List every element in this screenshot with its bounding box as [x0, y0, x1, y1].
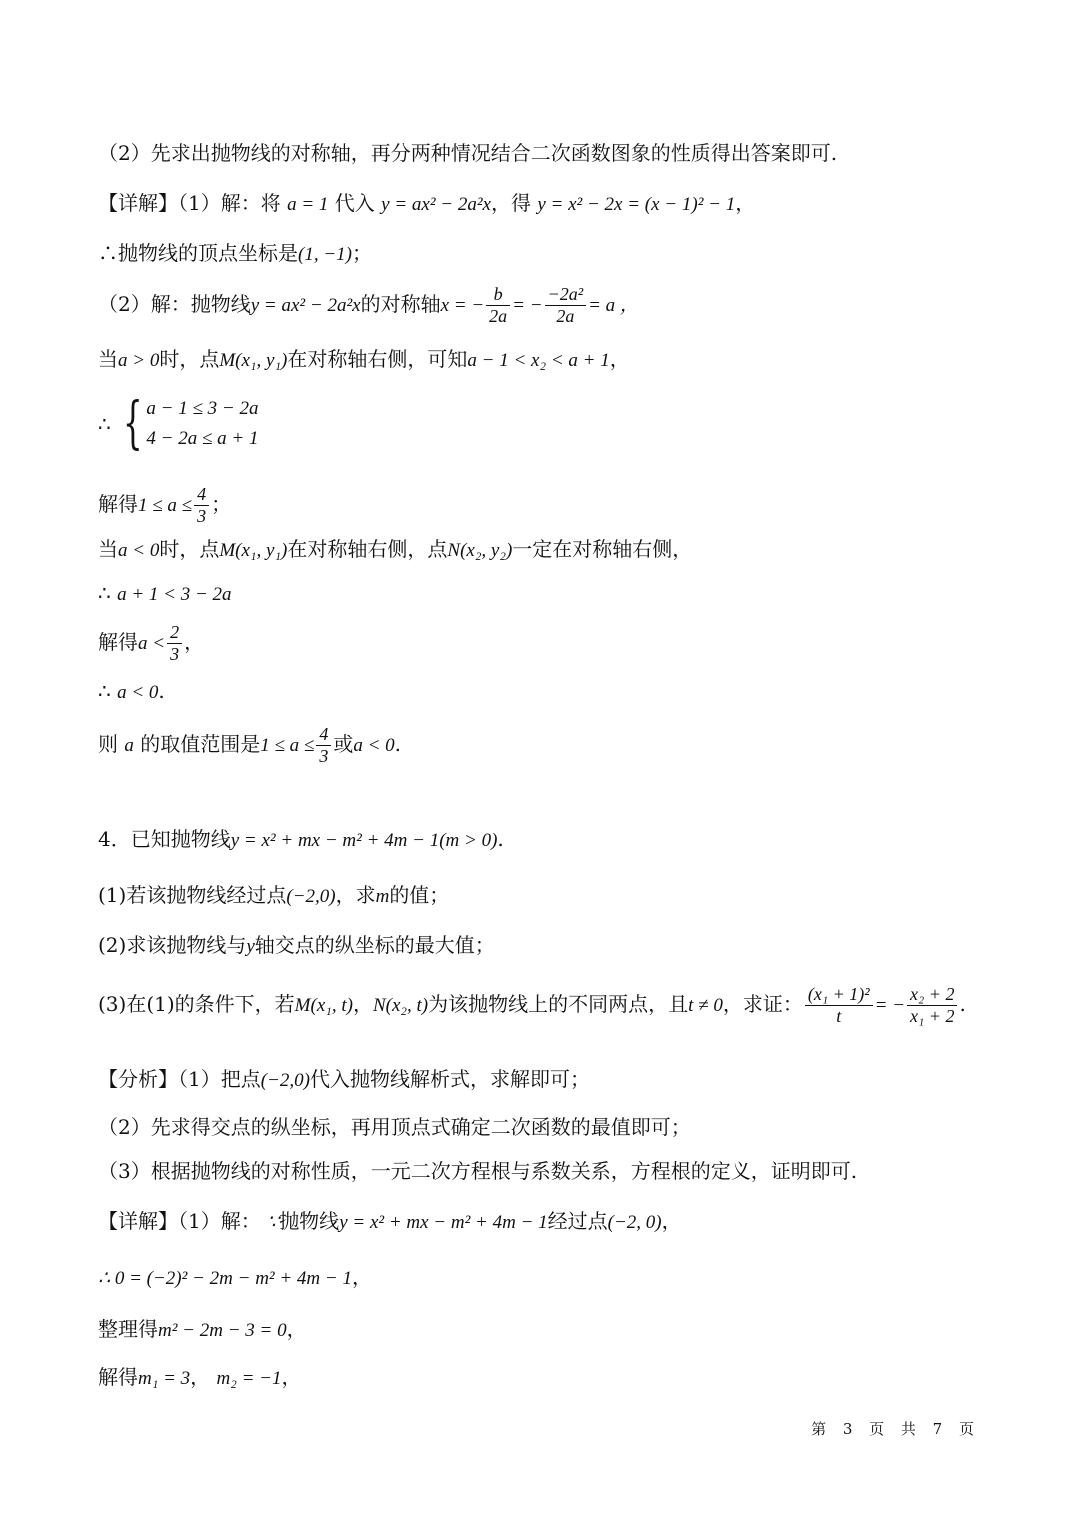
line-case-a-positive: 当a > 0时，点M(x₁, y₁)在对称轴右侧，可知a − 1 < x₂ < a + 1，: [98, 347, 630, 371]
line-solution-1: 解得1 ≤ a ≤ $\frac{4}{3}$ ；: [98, 484, 232, 526]
question-4-part-3: (3)在(1)的条件下，若M(x₁, t)，N(x₂, t)为该抛物线上的不同两点，且t ≠ 0，求证： $\frac{\text{(x₁ + 1)²}}{t}$ = − $\frac{\text{x₂ + 2}}{\text{x₁ + 2}}$ .: [98, 984, 966, 1026]
detail-line-2: ∴ 0 = (−2)² − 2m − m² + 4m − 1，: [98, 1265, 372, 1289]
question-4-title: 4．已知抛物线y = x² + mx − m² + 4m − 1(m > 0).: [98, 827, 504, 851]
left-brace: {: [122, 391, 143, 456]
question-4-part-1: (1)若该抛物线经过点(−2,0)，求m的值；: [98, 883, 450, 907]
line-detail-1: 【详解】（1）解：将 a = 1 代入 y = ax² − 2a²x，得 y = x² − 2x = (x − 1)² − 1，: [98, 191, 756, 215]
fraction-neg2a2-over-2a: $\frac{\text{−2a²}}{2a}$: [545, 284, 587, 327]
line-axis-of-symmetry: （2）解：抛物线y = ax² − 2a²x的对称轴x = − $\frac{b}{2a}$ = − $\frac{\text{−2a²}}{2a}$ = a ，: [98, 284, 639, 326]
detail-line-3: 整理得m² − 2m − 3 = 0，: [98, 1317, 307, 1341]
analysis-line-2: （2）先求得交点的纵坐标，再用顶点式确定二次函数的最值即可；: [98, 1115, 691, 1139]
detail-line-4: 解得m₁ = 3， m₂ = −1，: [98, 1365, 302, 1389]
fraction-4-3-range: $\frac{4}{3}$: [316, 724, 331, 767]
question-4-part-2: (2)求该抛物线与y轴交点的纵坐标的最大值；: [98, 933, 495, 957]
analysis-line-3: （3）根据抛物线的对称性质，一元二次方程根与系数关系，方程根的定义，证明即可.: [98, 1159, 858, 1183]
fraction-x1-plus-1-sq-over-t: $\frac{\text{(x₁ + 1)²}}{t}$: [805, 984, 873, 1027]
fraction-x2-plus-2-over-x1-plus-2: $\frac{\text{x₂ + 2}}{\text{x₁ + 2}}$: [907, 984, 957, 1027]
inequality-system: ∴ { a − 1 ≤ 3 − 2a 4 − 2a ≤ a + 1: [98, 391, 259, 456]
detail-line-1: 【详解】（1）解： ∵抛物线y = x² + mx − m² + 4m − 1经过点(−2, 0)，: [98, 1209, 682, 1233]
line-final-range: 则 a 的取值范围是1 ≤ a ≤ $\frac{4}{3}$ 或a < 0.: [98, 724, 402, 766]
fraction-2-3: $\frac{2}{3}$: [167, 622, 182, 665]
line-analysis-2: （2）先求出抛物线的对称轴，再分两种情况结合二次函数图象的性质得出答案即可.: [98, 141, 838, 165]
line-vertex: ∴抛物线的顶点坐标是(1, −1)；: [98, 241, 372, 265]
line-case-a-negative: 当a < 0时，点M(x₁, y₁)在对称轴右侧，点N(x₂, y₂)一定在对称轴右侧，: [98, 537, 693, 561]
fraction-4-3: $\frac{4}{3}$: [194, 484, 209, 527]
fraction-b-over-2a: $\frac{b}{2a}$: [486, 284, 510, 327]
line-solution-2: 解得a < $\frac{2}{3}$ ，: [98, 622, 205, 664]
line-therefore-a-negative: ∴ a < 0.: [98, 679, 165, 703]
page-footer: 第 3 页 共 7 页: [811, 1420, 980, 1438]
analysis-line-1: 【分析】（1）把点(−2,0)代入抛物线解析式，求解即可；: [98, 1067, 590, 1091]
line-inequality: ∴ a + 1 < 3 − 2a: [98, 581, 232, 605]
